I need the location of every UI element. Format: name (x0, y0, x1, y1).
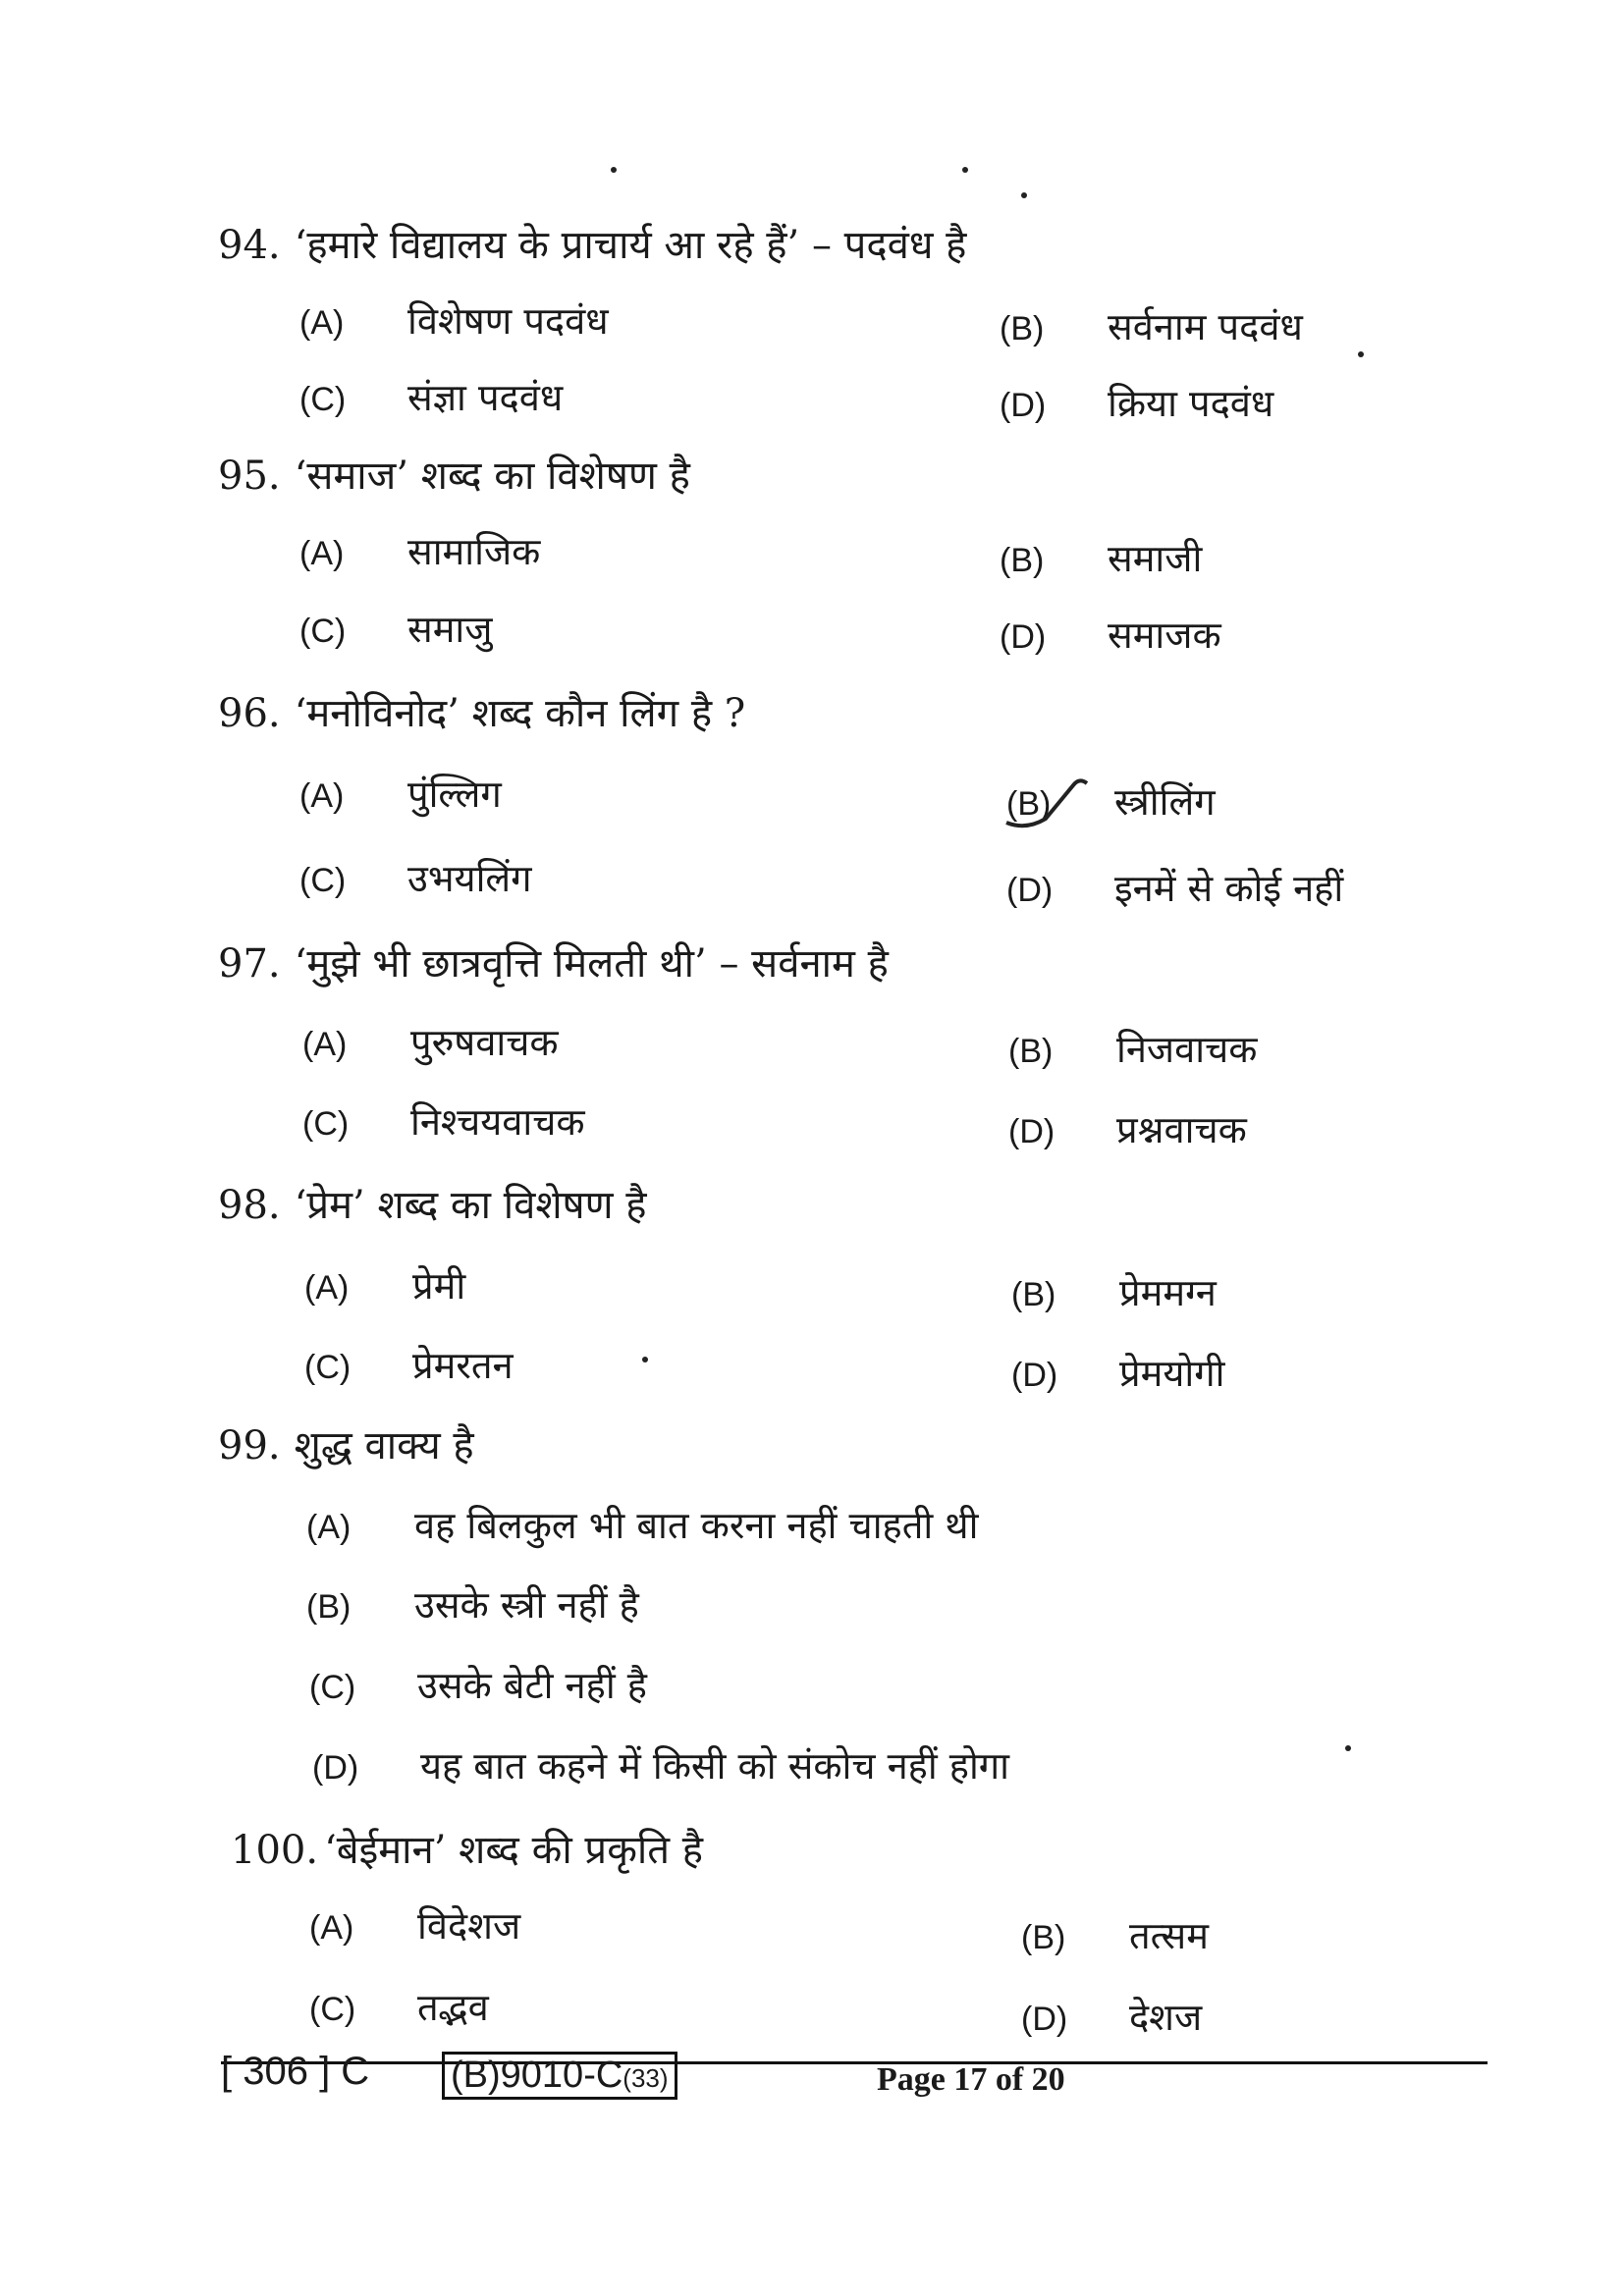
question-97: 97. ‘मुझे भी छात्रवृत्ति मिलती थी’ – सर्वनाम है (218, 941, 889, 987)
option-95-c: (C) समाजु (299, 608, 493, 651)
option-97-b: (B) निजवाचक (1008, 1028, 1258, 1071)
scan-speck (611, 167, 617, 173)
option-96-d: (D) इनमें से कोई नहीं (1006, 867, 1344, 910)
option-99-a: (A) वह बिलकुल भी बात करना नहीं चाहती थी (306, 1504, 979, 1547)
option-97-c: (C) निश्चयवाचक (302, 1100, 585, 1144)
option-98-d: (D) प्रेमयोगी (1011, 1352, 1225, 1395)
question-96: 96. ‘मनोविनोद’ शब्द कौन लिंग है ? (218, 691, 746, 736)
option-95-b: (B) समाजी (1000, 537, 1203, 580)
option-96-b: (B) स्त्रीलिंग (1006, 780, 1216, 824)
option-95-a: (A) सामाजिक (299, 530, 541, 573)
scan-speck (1021, 192, 1027, 198)
paper-code: (B)9010-C(33) (442, 2052, 677, 2100)
option-94-a: (A) विशेषण पदवंध (299, 299, 609, 343)
option-98-a: (A) प्रेमी (304, 1264, 466, 1308)
option-97-d: (D) प्रश्नवाचक (1008, 1108, 1247, 1151)
footer-rule (221, 2061, 1488, 2064)
question-100: 100. ‘बेईमान’ शब्द की प्रकृति है (231, 1828, 704, 1873)
option-99-b: (B) उसके स्त्री नहीं है (306, 1583, 639, 1627)
option-99-d: (D) यह बात कहने में किसी को संकोच नहीं होगा (312, 1744, 1010, 1788)
option-100-a: (A) विदेशज (309, 1904, 521, 1948)
option-100-b: (B) तत्सम (1021, 1914, 1209, 1957)
option-96-c: (C) उभयलिंग (299, 857, 532, 900)
option-94-c: (C) संज्ञा पदवंध (299, 376, 564, 419)
scan-speck (1345, 1745, 1351, 1751)
question-94: 94. ‘हमारे विद्यालय के प्राचार्य आ रहे हैं’ – पदवंध है (218, 223, 967, 268)
option-98-b: (B) प्रेममग्न (1011, 1271, 1217, 1314)
scan-speck (1358, 351, 1364, 357)
option-99-c: (C) उसके बेटी नहीं है (309, 1664, 647, 1707)
question-99: 99. शुद्ध वाक्य है (218, 1423, 474, 1468)
question-98: 98. ‘प्रेम’ शब्द का विशेषण है (218, 1183, 647, 1228)
option-97-a: (A) पुरुषवाचक (302, 1021, 559, 1064)
scan-speck (642, 1357, 648, 1362)
question-95: 95. ‘समाज’ शब्द का विशेषण है (218, 454, 690, 499)
scan-speck (962, 167, 968, 173)
option-94-b: (B) सर्वनाम पदवंध (1000, 305, 1303, 348)
option-98-c: (C) प्रेमरतन (304, 1344, 514, 1387)
option-96-a: (A) पुंल्लिग (299, 773, 502, 816)
page-number: Page 17 of 20 (877, 2061, 1065, 2098)
tick-mark-icon (997, 766, 1105, 834)
paper-set: [ 306 ] C (221, 2050, 370, 2093)
option-100-d: (D) देशज (1021, 1996, 1203, 2039)
option-95-d: (D) समाजक (1000, 614, 1221, 657)
option-100-c: (C) तद्भव (309, 1986, 489, 2029)
option-94-d: (D) क्रिया पदवंध (1000, 382, 1274, 425)
